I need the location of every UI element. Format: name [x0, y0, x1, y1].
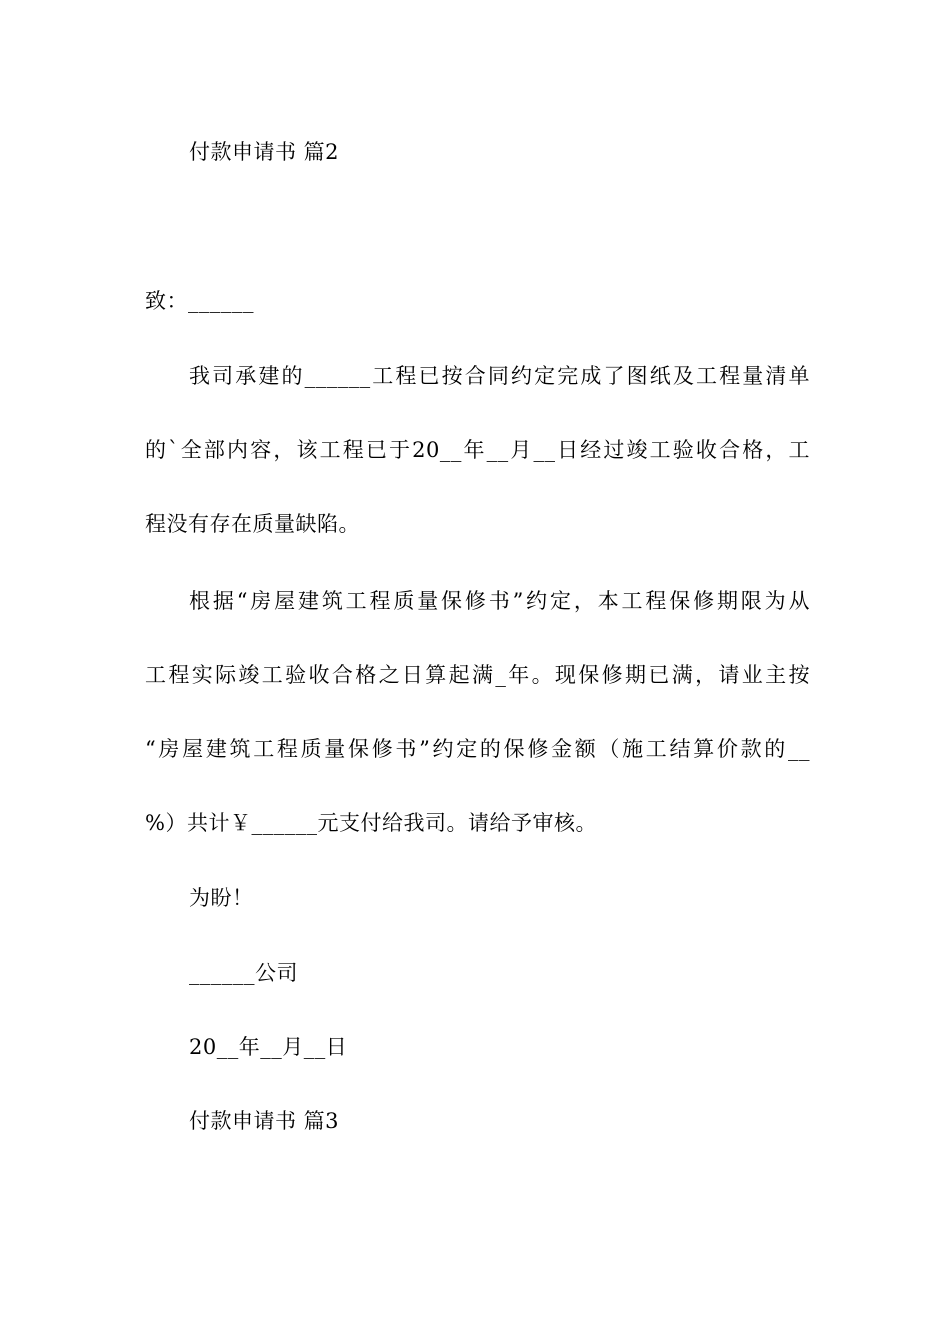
section-heading-2: 付款申请书 篇2 [189, 140, 340, 164]
addressee-line: 致：______ [145, 289, 254, 313]
paragraph-2-line-3: “房屋建筑工程质量保修书”约定的保修金额（施工结算价款的__ [145, 737, 810, 761]
signature-date: 20__年__月__日 [189, 1035, 348, 1059]
paragraph-2-line-2: 工程实际竣工验收合格之日算起满_年。现保修期已满，请业主按 [145, 663, 810, 687]
closing-line: 为盼！ [189, 886, 254, 910]
paragraph-2-line-4: %）共计￥______元支付给我司。请给予审核。 [145, 811, 597, 835]
paragraph-1-line-2: 的`全部内容，该工程已于20__年__月__日经过竣工验收合格，工 [145, 438, 810, 462]
signature-company: ______公司 [189, 961, 298, 985]
paragraph-2-line-1: 根据“房屋建筑工程质量保修书”约定，本工程保修期限为从 [189, 589, 810, 613]
paragraph-1-line-1: 我司承建的______工程已按合同约定完成了图纸及工程量清单 [189, 364, 810, 388]
paragraph-1-line-3: 程没有存在质量缺陷。 [145, 512, 360, 536]
section-heading-3: 付款申请书 篇3 [189, 1109, 340, 1133]
